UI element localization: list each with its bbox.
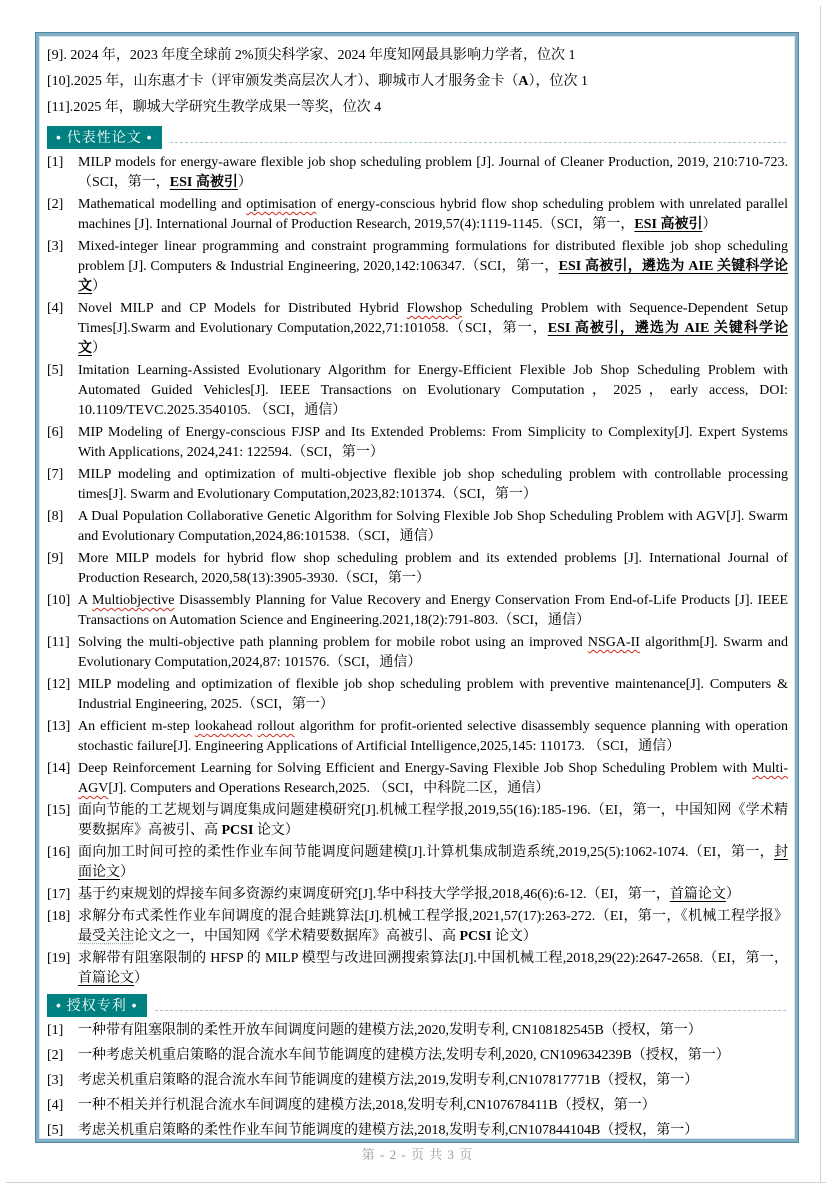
paper-item [47, 361, 788, 421]
item-text: More MILP models for hybrid flow shop scheduling problem and its extended problems [J]. International Journal of Production Research, 2020,58(13):3905-3930.（SCI，第一） [78, 551, 788, 586]
item-number: [6] [47, 425, 64, 440]
item-text: A Multiobjective Disassembly Planning for Value Recovery and Energy Conservation From End-of-Life Products [J]. IEEE Transactions on Automation Science and Engineering.2021,18(2):791-803.（SCI，通信） [78, 593, 788, 628]
patent-item [47, 1071, 788, 1091]
item-number: [10] [47, 593, 71, 608]
item-text: MIP Modeling of Energy-conscious FJSP and Its Extended Problems: From Simplicity to Complexity[J]. Expert Systems With Applications, 2024,241: 122594.（SCI，第一） [78, 425, 788, 460]
paper-item [47, 843, 788, 883]
item-text: Mixed-integer linear programming and constraint programming formulations for distributed flexible job shop scheduling problem [J]. Computers & Industrial Engineering, 2020,142:106347.（SCI，第一，ESI 高被引，遴选为 AIE 关键科学论文） [78, 239, 789, 294]
patent-item [47, 1021, 788, 1041]
paper-item [47, 153, 788, 193]
item-number: [5] [47, 1123, 64, 1138]
paper-item [47, 885, 788, 905]
item-number: [13] [47, 719, 71, 734]
item-number: [3] [47, 1073, 64, 1088]
paper-item [47, 949, 788, 989]
item-number: [5] [47, 363, 64, 378]
paper-item [47, 717, 788, 757]
paper-item [47, 675, 788, 715]
item-number: [14] [47, 761, 71, 776]
award-item [47, 95, 788, 121]
section-dashed-rule [170, 142, 786, 143]
paper-item [47, 633, 788, 673]
paper-item [47, 549, 788, 589]
item-text: An efficient m-step lookahead rollout algorithm for profit-oriented selective disassembly sequence planning with operation stochastic failure[J]. Engineering Applications of Artificial Intelligence,2025,145: 110173. （SCI，通信） [78, 719, 788, 754]
item-number: [15] [47, 803, 71, 818]
item-text: 求解带有阻塞限制的 HFSP 的 MILP 模型与改进回溯搜索算法[J].中国机械工程,2018,29(22):2647-2658.（EI，第一，首篇论文） [78, 951, 788, 986]
item-number: [3] [47, 239, 64, 254]
item-number: [9]. [47, 48, 71, 63]
section-header-patents [47, 994, 788, 1017]
paper-item [47, 465, 788, 505]
item-number: [11] [47, 635, 70, 650]
item-number: [1] [47, 1023, 64, 1038]
item-number: [17] [47, 887, 71, 902]
paper-item [47, 801, 788, 841]
item-text: Mathematical modelling and optimisation of energy-conscious hybrid flow shop scheduling problem with unrelated parallel machines [J]. International Journal of Production Research, 2019,57(4):1119-1145.（SCI，第一，ESI 高被引） [78, 197, 788, 232]
item-text: 一种考虑关机重启策略的混合流水车间节能调度的建模方法,发明专利,2020, CN109634239B（授权，第一） [78, 1048, 730, 1063]
patent-item [47, 1121, 788, 1141]
item-number: [9] [47, 551, 64, 566]
paper-item [47, 423, 788, 463]
award-item [47, 69, 788, 95]
item-text: Solving the multi-objective path planning problem for mobile robot using an improved NSGA-II algorithm[J]. Swarm and Evolutionary Computation,2024,87: 101576.（SCI，通信） [78, 635, 788, 670]
item-number: [7] [47, 467, 64, 482]
page-edge-bottom [6, 1182, 826, 1183]
paper-item [47, 759, 788, 799]
item-text: Imitation Learning-Assisted Evolutionary Algorithm for Energy-Efficient Flexible Job Shop Scheduling Problem with Automated Guided Vehicles[J]. IEEE Transactions on Evolutionary Computation，2025，early access, DOI: 10.1109/TEVC.2025.3540105. （SCI，通信） [78, 363, 788, 418]
item-text: Novel MILP and CP Models for Distributed Hybrid Flowshop Scheduling Problem with Sequence-Dependent Setup Times[J].Swarm and Evolutionary Computation,2022,71:101058.（SCI，第一，ESI 高被引，遴选为 AIE 关键科学论文） [78, 301, 788, 356]
item-number: [8] [47, 509, 64, 524]
page-content [39, 36, 795, 1164]
item-number: [19] [47, 951, 71, 966]
paper-item [47, 299, 788, 359]
item-text: 一种不相关并行机混合流水车间调度的建模方法,2018,发明专利,CN107678411B（授权，第一） [78, 1098, 656, 1113]
item-number: [11]. [47, 100, 74, 115]
patent-item [47, 1096, 788, 1116]
item-text: 2024 年，2023 年度全球前 2%顶尖科学家、2024 年度知网最具影响力学者，位次 1 [70, 48, 576, 63]
item-number: [4] [47, 301, 64, 316]
item-text: 一种带有阻塞限制的柔性开放车间调度问题的建模方法,2020,发明专利, CN108182545B（授权，第一） [78, 1023, 702, 1038]
item-number: [18] [47, 909, 71, 924]
award-item [47, 43, 788, 69]
item-text: MILP modeling and optimization of flexible job shop scheduling problem with preventive maintenance[J]. Computers & Industrial Engineering, 2025.（SCI，第一） [78, 677, 788, 712]
item-text: MILP models for energy-aware flexible job shop scheduling problem [J]. Journal of Cleaner Production, 2019, 210:710-723.（SCI，第一，ESI 高被引） [78, 155, 788, 190]
item-number: [4] [47, 1098, 64, 1113]
item-number: [1] [47, 155, 64, 170]
page-border-frame [36, 33, 798, 1162]
item-text: MILP modeling and optimization of multi-objective flexible job shop scheduling problem with controllable processing times[J]. Swarm and Evolutionary Computation,2023,82:101374.（SCI，第一） [78, 467, 788, 502]
item-text: 基于约束规划的焊接车间多资源约束调度研究[J].华中科技大学学报,2018,46(6):6-12.（EI，第一，首篇论文） [78, 887, 740, 902]
item-text: 2025 年，山东惠才卡（评审颁发类高层次人才）、聊城市人才服务金卡（A），位次 1 [73, 74, 588, 89]
papers-list [47, 153, 788, 989]
patent-item [47, 1046, 788, 1066]
awards-list [47, 43, 788, 121]
item-text: A Dual Population Collaborative Genetic Algorithm for Solving Flexible Job Shop Scheduling Problem with AGV[J]. Swarm and Evolutionary Computation,2024,86:101538.（SCI，通信） [78, 509, 788, 544]
page-number-footer: 第 - 2 - 页 共 3 页 [361, 1147, 474, 1162]
item-text: 考虑关机重启策略的柔性作业车间节能调度的建模方法,2018,发明专利,CN107844104B（授权，第一） [78, 1123, 699, 1138]
paper-item [47, 591, 788, 631]
item-number: [16] [47, 845, 71, 860]
section-title-papers: • 代表性论文 • [47, 126, 162, 149]
item-text: Deep Reinforcement Learning for Solving Efficient and Energy-Saving Flexible Job Shop Scheduling Problem with Multi-AGV[J]. Computers and Operations Research,2025. （SCI，中科院二区，通信） [78, 761, 788, 796]
paper-item [47, 907, 788, 947]
section-dashed-rule [155, 1010, 786, 1011]
item-text: 求解分布式柔性作业车间调度的混合蛙跳算法[J].机械工程学报,2021,57(17):263-272.（EI，第一，《机械工程学报》最受关注论文之一，中国知网《学术精要数据库》高被引、高 PCSI 论文） [78, 909, 788, 944]
patents-list [47, 1021, 788, 1141]
item-number: [2] [47, 197, 64, 212]
item-number: [12] [47, 677, 71, 692]
item-number: [10]. [47, 74, 74, 89]
item-text: 面向节能的工艺规划与调度集成问题建模研究[J].机械工程学报,2019,55(16):185-196.（EI，第一，中国知网《学术精要数据库》高被引、高 PCSI 论文） [78, 803, 788, 838]
paper-item [47, 237, 788, 297]
item-text: 面向加工时间可控的柔性作业车间节能调度问题建模[J].计算机集成制造系统,2019,25(5):1062-1074.（EI，第一，封面论文） [78, 845, 788, 880]
item-text: 2025 年，聊城大学研究生教学成果一等奖，位次 4 [73, 100, 382, 115]
item-number: [2] [47, 1048, 64, 1063]
paper-item [47, 507, 788, 547]
section-header-papers [47, 126, 788, 149]
item-text: 考虑关机重启策略的混合流水车间节能调度的建模方法,2019,发明专利,CN107817771B（授权，第一） [78, 1073, 699, 1088]
page-edge-right [820, 6, 821, 1182]
section-title-patents: • 授权专利 • [47, 994, 147, 1017]
paper-item [47, 195, 788, 235]
